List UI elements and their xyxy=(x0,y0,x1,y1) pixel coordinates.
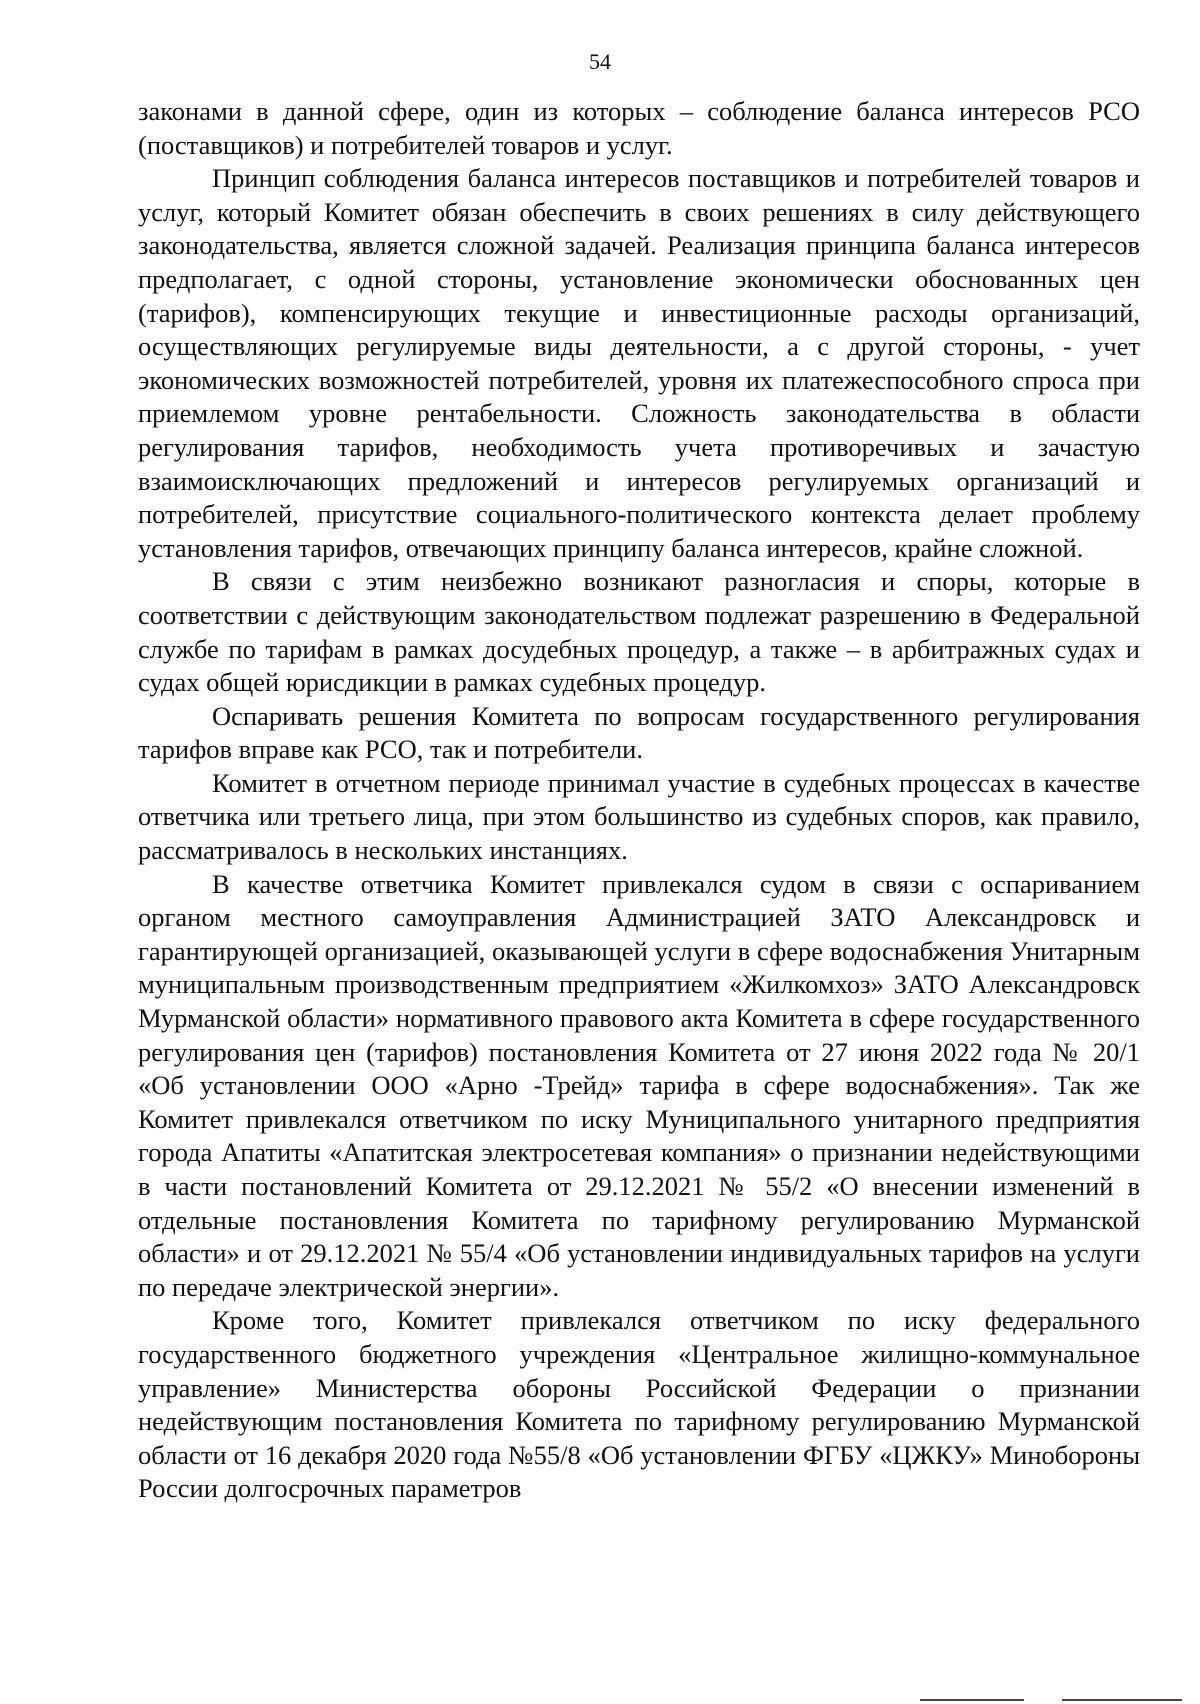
paragraph-1: законами в данной сфере, один из которых – соблюдение баланса интересов РСО (поставщиков) и потребителей товаров и услуг. xyxy=(138,96,1140,160)
paragraph-3: В связи с этим неизбежно возникают разногласия и споры, которые в соответствии с действующим законодательством подлежат разрешению в Федеральной службе по тарифам в рамках досудебных процедур, а также – в арбитражных судах и судах общей юрисдикции в рамках судебных процедур. xyxy=(138,566,1140,698)
document-body xyxy=(138,95,1140,1506)
paragraph-7: Кроме того, Комитет привлекался ответчиком по иску федерального государственного бюджетного учреждения «Центральное жилищно-коммунальное управление» Министерства обороны Российской Федерации о признании недействующим постановления Комитета по тарифному регулированию Мурманской области от 16 декабря 2020 года №55/8 «Об установлении ФГБУ «ЦЖКУ» Минобороны России долгосрочных параметров xyxy=(138,1305,1140,1504)
paragraph-2: Принцип соблюдения баланса интересов поставщиков и потребителей товаров и услуг, который Комитет обязан обеспечить в своих решениях в силу действующего законодательства, является сложной задачей. Реализация принципа баланса интересов предполагает, с одной стороны, установление экономически обоснованных цен (тарифов), компенсирующих текущие и инвестиционные расходы организаций, осуществляющих регулируемые виды деятельности, а с другой стороны, - учет экономических возможностей потребителей, уровня их платежеспособного спроса при приемлемом уровне рентабельности. Сложность законодательства в области регулирования тарифов, необходимость учета противоречивых и зачастую взаимоисключающих предложений и интересов регулируемых организаций и потребителей, присутствие социального-политического контекста делает проблему установления тарифов, отвечающих принципу баланса интересов, крайне сложной. xyxy=(138,163,1140,563)
footer-divider-left xyxy=(920,1699,1024,1701)
paragraph-4: Оспаривать решения Комитета по вопросам государственного регулирования тарифов вправе как РСО, так и потребители. xyxy=(138,700,1140,765)
page-number: 54 xyxy=(589,49,611,74)
paragraph-6: В качестве ответчика Комитет привлекался судом в связи с оспариванием органом местного самоуправления Администрацией ЗАТО Александровск и гарантирующей организацией, оказывающей услуги в сфере водоснабжения Унитарным муниципальным производственным предприятием «Жилкомхоз» ЗАТО Александровск Мурманской области» нормативного правового акта Комитета в сфере государственного регулирования цен (тарифов) постановления Комитета от 27 июня 2022 года № 20/1 «Об установлении ООО «Арно -Трейд» тарифа в сфере водоснабжения». Так же Комитет привлекался ответчиком по иску Муниципального унитарного предприятия города Апатиты «Апатитская электросетевая компания» о признании недействующими в части постановлений Комитета от 29.12.2021 № 55/2 «О внесении изменений в отдельные постановления Комитета по тарифному регулированию Мурманской области» и от 29.12.2021 № 55/4 «Об установлении индивидуальных тарифов на услуги по передаче электрической энергии». xyxy=(138,868,1140,1302)
paragraph-5: Комитет в отчетном периоде принимал участие в судебных процессах в качестве ответчика или третьего лица, при этом большинство из судебных споров, как правило, рассматривалось в нескольких инстанциях. xyxy=(138,767,1140,866)
footer-divider-right xyxy=(1062,1699,1182,1701)
